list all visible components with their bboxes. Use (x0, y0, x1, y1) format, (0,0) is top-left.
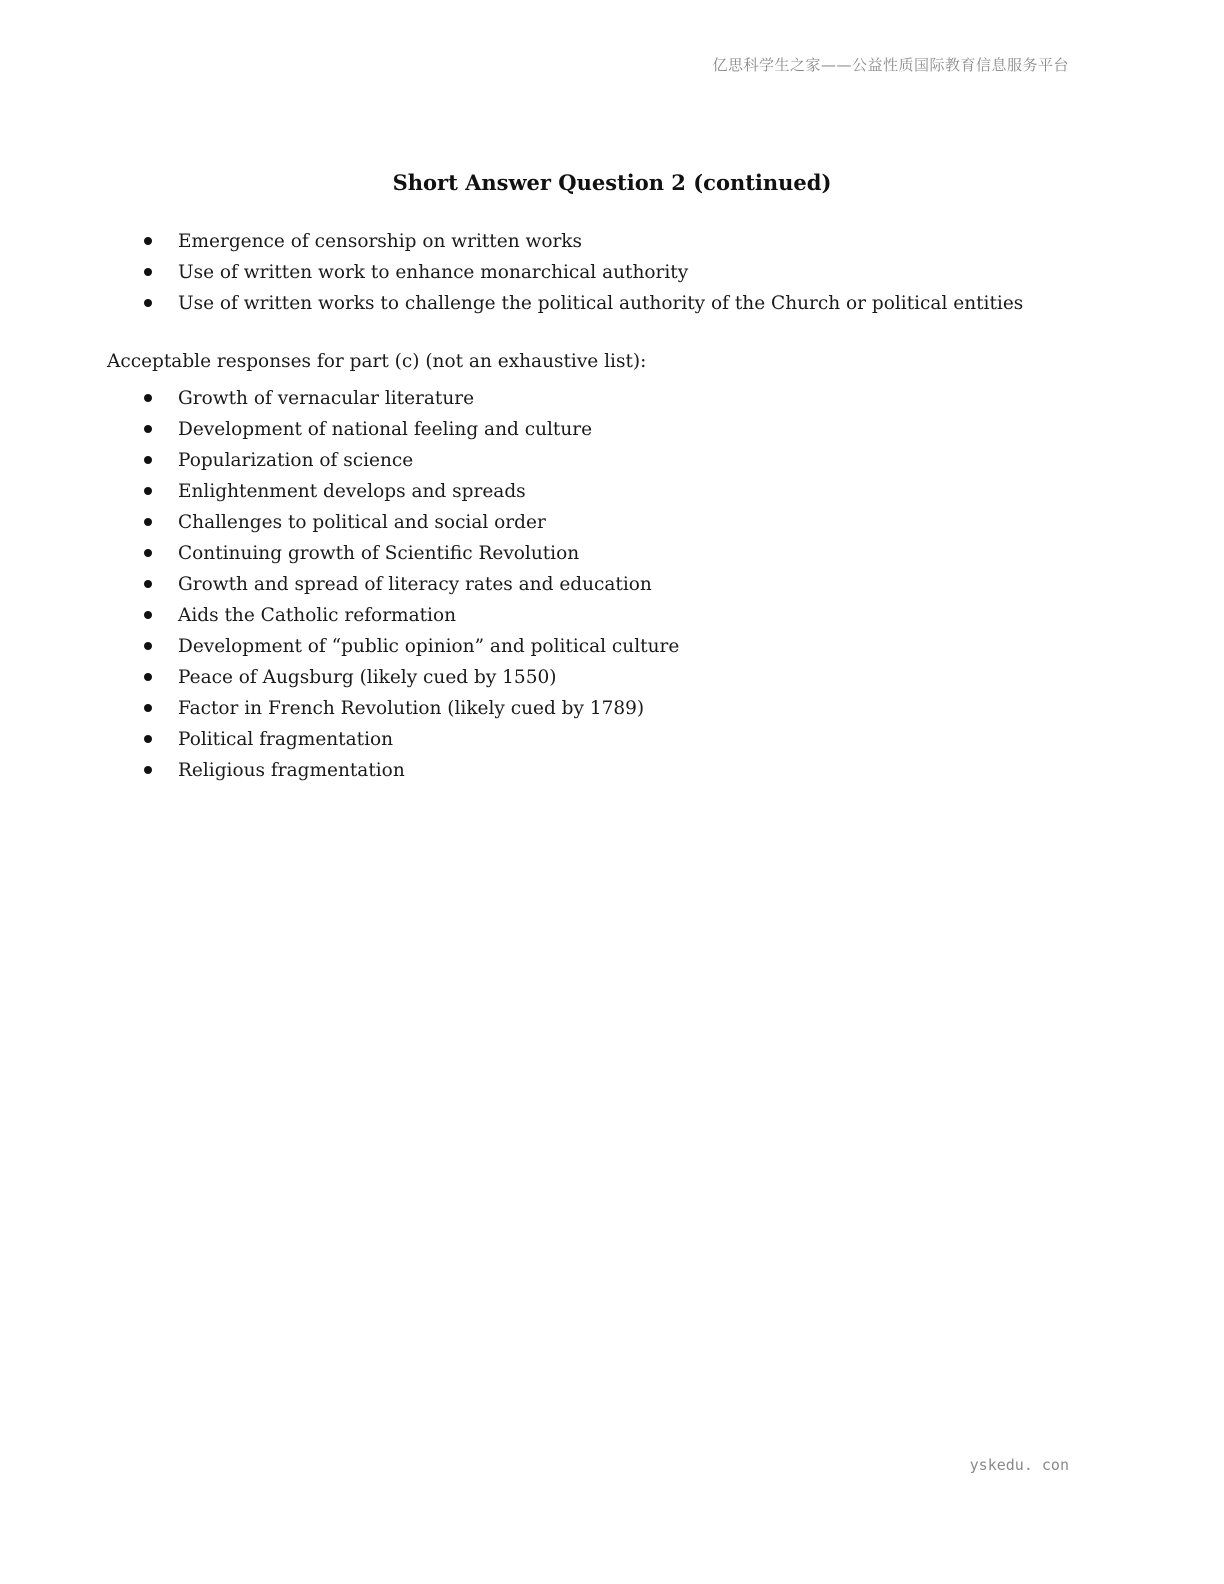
list-item (140, 257, 1023, 288)
list-item (140, 755, 679, 786)
list-item-text: Development of “public opinion” and political culture (178, 636, 680, 657)
list-item (140, 538, 679, 569)
bullet-icon (144, 268, 152, 276)
part-c-responses-list (140, 383, 679, 786)
list-item-text: Political fragmentation (178, 729, 394, 750)
bullet-icon (144, 549, 152, 557)
list-item (140, 476, 679, 507)
bullet-icon (144, 456, 152, 464)
bullet-icon (144, 673, 152, 681)
list-item (140, 288, 1023, 319)
list-item (140, 600, 679, 631)
list-item (140, 507, 679, 538)
page-title: Short Answer Question 2 (continued) (392, 170, 832, 195)
header-watermark: 亿思科学生之家——公益性质国际教育信息服务平台 (712, 56, 1069, 74)
list-item (140, 724, 679, 755)
list-item (140, 383, 679, 414)
bullet-icon (144, 642, 152, 650)
bullet-icon (144, 394, 152, 402)
list-item-text: Popularization of science (178, 450, 414, 471)
list-item-text: Religious fragmentation (178, 760, 405, 781)
list-item-text: Aids the Catholic reformation (178, 605, 457, 626)
continued-responses-list (140, 226, 1023, 319)
list-item (140, 569, 679, 600)
bullet-icon (144, 518, 152, 526)
bullet-icon (144, 735, 152, 743)
bullet-icon (144, 704, 152, 712)
bullet-icon (144, 487, 152, 495)
list-item (140, 631, 679, 662)
list-item-text: Use of written works to challenge the political authority of the Church or political entities (178, 293, 1024, 314)
list-item-text: Peace of Augsburg (likely cued by 1550) (178, 667, 557, 688)
bullet-icon (144, 766, 152, 774)
footer-site-link: yskedu. con (969, 1456, 1069, 1474)
bullet-icon (144, 425, 152, 433)
list-item-text: Growth and spread of literacy rates and education (178, 574, 652, 595)
list-item-text: Enlightenment develops and spreads (178, 481, 526, 502)
list-item-text: Factor in French Revolution (likely cued by 1789) (178, 698, 645, 719)
bullet-icon (144, 580, 152, 588)
list-item (140, 226, 1023, 257)
list-item-text: Emergence of censorship on written works (178, 231, 583, 252)
list-item-text: Growth of vernacular literature (178, 388, 475, 409)
list-item (140, 693, 679, 724)
list-item (140, 445, 679, 476)
part-c-intro: Acceptable responses for part (c) (not an exhaustive list): (107, 351, 647, 372)
list-item-text: Continuing growth of Scientific Revolution (178, 543, 580, 564)
list-item (140, 414, 679, 445)
bullet-icon (144, 611, 152, 619)
list-item-text: Challenges to political and social order (178, 512, 546, 533)
bullet-icon (144, 299, 152, 307)
list-item-text: Use of written work to enhance monarchical authority (178, 262, 689, 283)
list-item-text: Development of national feeling and culture (178, 419, 593, 440)
bullet-icon (144, 237, 152, 245)
list-item (140, 662, 679, 693)
